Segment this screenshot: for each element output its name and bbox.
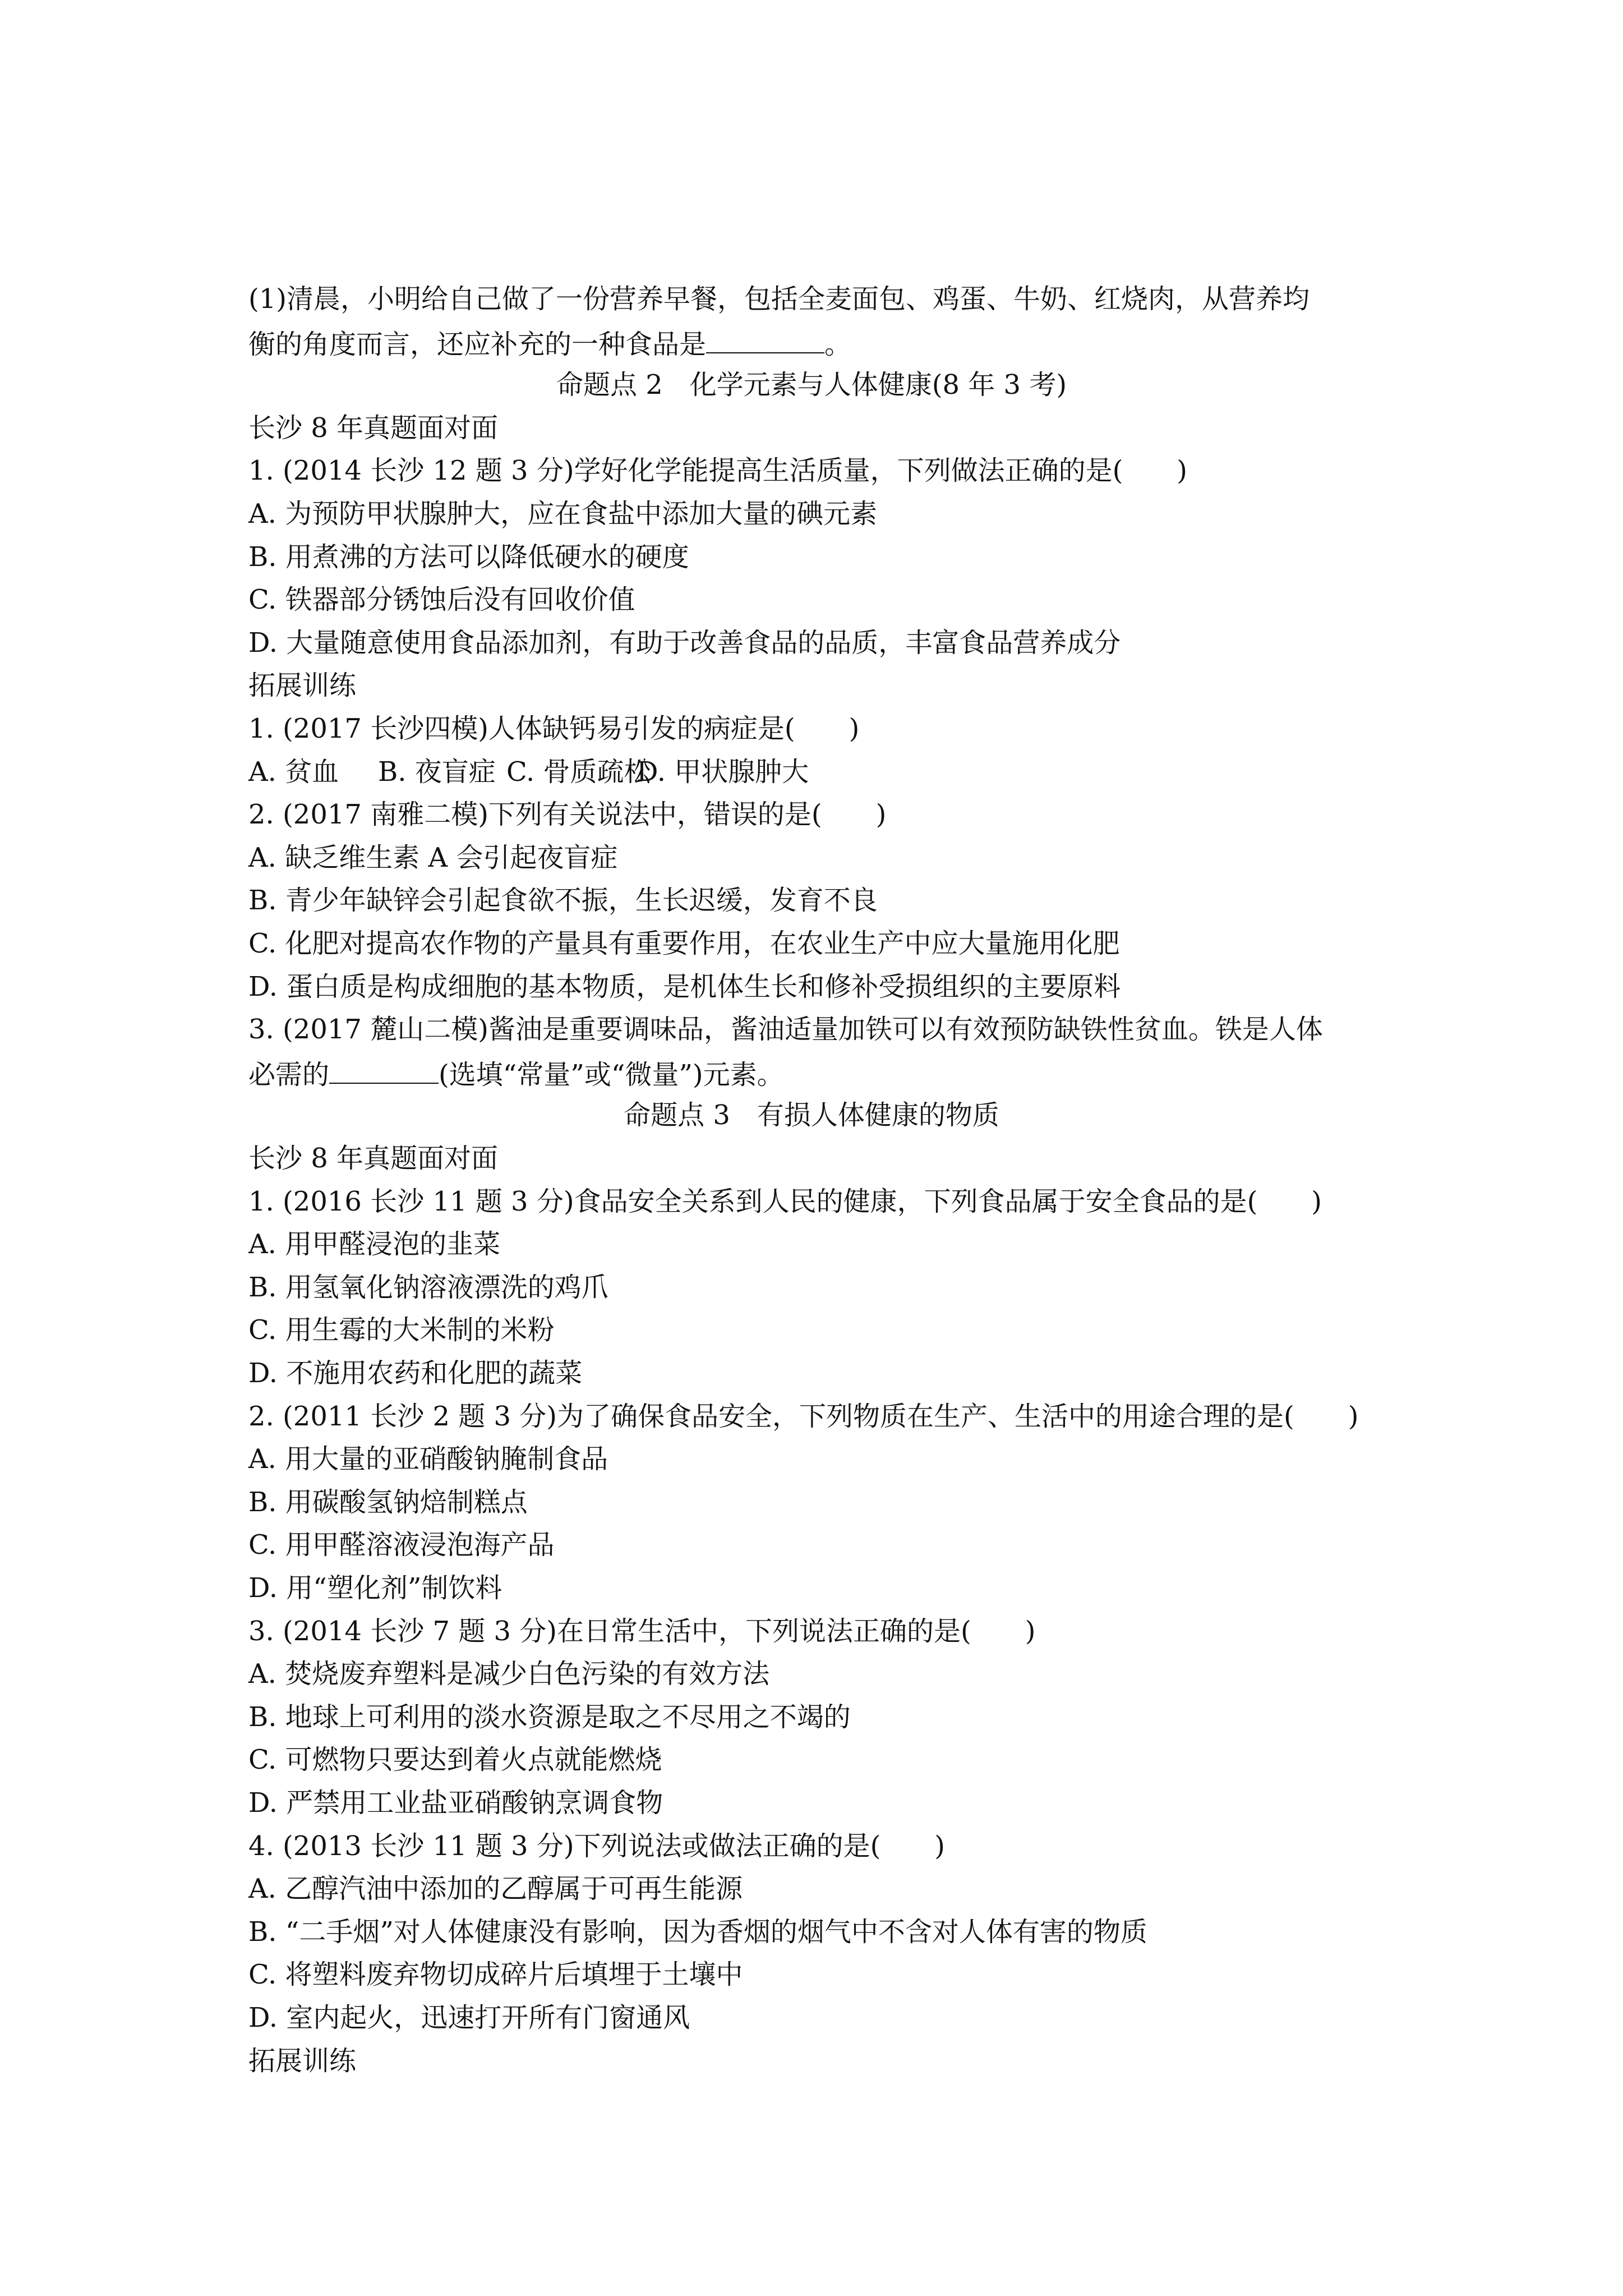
text-line: B. 用煮沸的方法可以降低硬水的硬度: [248, 541, 689, 573]
text-line: 拓展训练: [248, 2045, 357, 2077]
text-line: 拓展训练: [248, 670, 357, 701]
text-line: C. 化肥对提高农作物的产量具有重要作用，在农业生产中应大量施用化肥: [248, 928, 1120, 959]
text-line: A. 焚烧废弃塑料是减少白色污染的有效方法: [248, 1658, 770, 1690]
answer-blank[interactable]: [706, 321, 824, 353]
text-line: D. 室内起火，迅速打开所有门窗通风: [248, 2002, 690, 2033]
text-line: [248, 1051, 1388, 1094]
text-line: B. “二手烟”对人体健康没有影响，因为香烟的烟气中不含对人体有害的物质: [248, 1916, 1147, 1948]
text-line: D. 不施用农药和化肥的蔬菜: [248, 1358, 583, 1389]
text-line: A. 用甲醛浸泡的韭菜: [248, 1228, 501, 1260]
section-heading: 命题点 3 有损人体健康的物质: [624, 1099, 999, 1131]
text-line: 4. (2013 长沙 11 题 3 分)下列说法或做法正确的是( ): [248, 1830, 946, 1862]
text-line: 2. (2017 南雅二模)下列有关说法中，错误的是( ): [248, 799, 887, 830]
text-line: C. 将塑料废弃物切成碎片后填埋于土壤中: [248, 1959, 743, 1990]
text-line: A. 为预防甲状腺肿大，应在食盐中添加大量的碘元素: [248, 498, 878, 530]
answer-option: B. 夜盲症: [378, 756, 496, 788]
text-line: 1. (2014 长沙 12 题 3 分)学好化学能提高生活质量，下列做法正确的是( ): [248, 455, 1188, 486]
text-line: 2. (2011 长沙 2 题 3 分)为了确保食品安全，下列物质在生产、生活中的用途合理的是( ): [248, 1401, 1359, 1432]
text-line: B. 用氢氧化钠溶液漂洗的鸡爪: [248, 1272, 608, 1303]
text-line: [248, 278, 1388, 320]
text-line: 长沙 8 年真题面对面: [248, 1143, 499, 1174]
text-line: C. 用生霉的大米制的米粉: [248, 1314, 555, 1346]
text-line: A. 缺乏维生素 A 会引起夜盲症: [248, 842, 618, 873]
text-line: C. 铁器部分锈蚀后没有回收价值: [248, 584, 635, 615]
text-line: B. 地球上可利用的淡水资源是取之不尽用之不竭的: [248, 1701, 851, 1733]
text-line: B. 青少年缺锌会引起食欲不振，生长迟缓，发育不良: [248, 885, 878, 916]
text-line: [248, 321, 1388, 364]
text-line: 1. (2016 长沙 11 题 3 分)食品安全关系到人民的健康，下列食品属于安全食品的是( ): [248, 1186, 1322, 1217]
answer-option: D. 甲状腺肿大: [637, 756, 809, 788]
text-line: D. 严禁用工业盐亚硝酸钠烹调食物: [248, 1787, 663, 1819]
text-segment: (1)清晨，小明给自己做了一份营养早餐，包括全麦面包、鸡蛋、牛奶、红烧肉，从营养均: [248, 283, 1310, 315]
text-line: 3. (2017 麓山二模)酱油是重要调味品，酱油适量加铁可以有效预防缺铁性贫血。铁是人体: [248, 1014, 1323, 1045]
text-line: A. 乙醇汽油中添加的乙醇属于可再生能源: [248, 1873, 743, 1904]
text-line: D. 蛋白质是构成细胞的基本物质，是机体生长和修补受损组织的主要原料: [248, 971, 1121, 1002]
text-segment: 必需的: [248, 1059, 330, 1091]
text-line: C. 用甲醛溶液浸泡海产品: [248, 1529, 555, 1561]
text-line: 3. (2014 长沙 7 题 3 分)在日常生活中，下列说法正确的是( ): [248, 1616, 1036, 1647]
section-heading: 命题点 2 化学元素与人体健康(8 年 3 考): [556, 369, 1067, 401]
answer-blank[interactable]: [329, 1051, 439, 1084]
option-row: [248, 751, 1388, 793]
text-segment: 衡的角度而言，还应补充的一种食品是: [248, 329, 707, 360]
answer-option: A. 贫血: [248, 756, 339, 788]
answer-option: C. 骨质疏松: [506, 756, 651, 788]
text-line: B. 用碳酸氢钠焙制糕点: [248, 1487, 528, 1518]
text-segment: (选填“常量”或“微量”)元素。: [439, 1059, 784, 1091]
text-line: 1. (2017 长沙四模)人体缺钙易引发的病症是( ): [248, 713, 860, 744]
text-line: D. 大量随意使用食品添加剂，有助于改善食品的品质，丰富食品营养成分: [248, 627, 1121, 659]
text-line: D. 用“塑化剂”制饮料: [248, 1572, 502, 1604]
text-line: A. 用大量的亚硝酸钠腌制食品: [248, 1443, 608, 1475]
text-segment: 。: [824, 329, 852, 360]
text-line: 长沙 8 年真题面对面: [248, 412, 499, 444]
text-line: C. 可燃物只要达到着火点就能燃烧: [248, 1744, 662, 1775]
